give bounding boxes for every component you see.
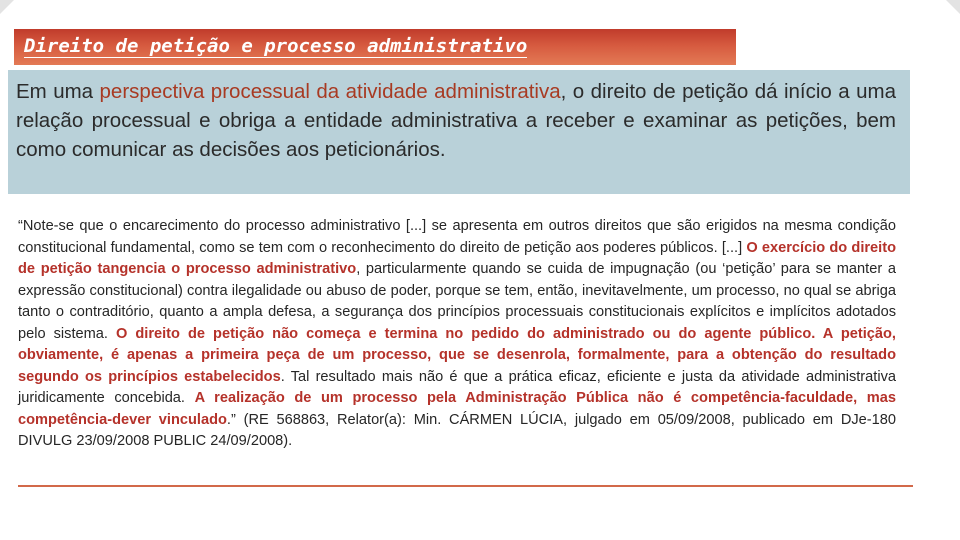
quote-highlight-1: O exercício do direito de petição tangencia o processo administrativo [18,239,896,277]
intro-text-1: Em uma [16,80,100,103]
quote-highlight-2: O direito de petição não começa e termina no pedido do administrado ou do agente público. A petição, obviamente, é apenas a primeira peça de um processo, que se desenrola, formalmente, para a obtenção do resultado segundo os princípios estabelecidos [18,325,896,385]
corner-decoration-left [0,0,14,14]
page-title: Direito de petição e processo administrativo [24,35,528,57]
quote-text-1: “Note-se que o encarecimento do processo administrativo [...] se apresenta em outros direitos que são erigidos na mesma condição constitucional fundamental, como se tem com o reconhecimento do direito de petição aos poderes públicos. [...] [18,218,896,256]
intro-box [8,70,910,194]
intro-text-2: , o direito de petição dá início a uma relação processual e obriga a entidade administrativa a receber e examinar as petições, bem como comunicar as decisões aos peticionários. [16,80,896,161]
quote-paragraph [18,216,896,453]
quote-text-4: .” (RE 568863, Relator(a): Min. CÁRMEN LÚCIA, julgado em 05/09/2008, publicado em DJe-180 DIVULG 23/09/2008 PUBLIC 24/09/2008). [18,411,896,449]
title-bar [14,29,736,65]
intro-highlight: perspectiva processual da atividade administrativa [99,80,561,103]
corner-decoration-right [946,0,960,14]
quote-text-3: . Tal resultado mais não é que a prática eficaz, eficiente e justa da atividade administrativa juridicamente concebida. [18,368,896,406]
bottom-divider [18,485,913,487]
quote-highlight-3: A realização de um processo pela Administração Pública não é competência-faculdade, mas competência-dever vinculado [18,390,896,428]
quote-text-2: , particularmente quando se cuida de impugnação (ou ‘petição’ para se manter a expressão constitucional) contra ilegalidade ou abuso de poder, porque se tem, então, inevitavelmente, um processo, no qual se abriga tanto o contraditório, quanto a ampla defesa, a segurança dos princípios processuais constitucionais explícitos e implícitos adotados pelo sistema. [18,261,896,342]
